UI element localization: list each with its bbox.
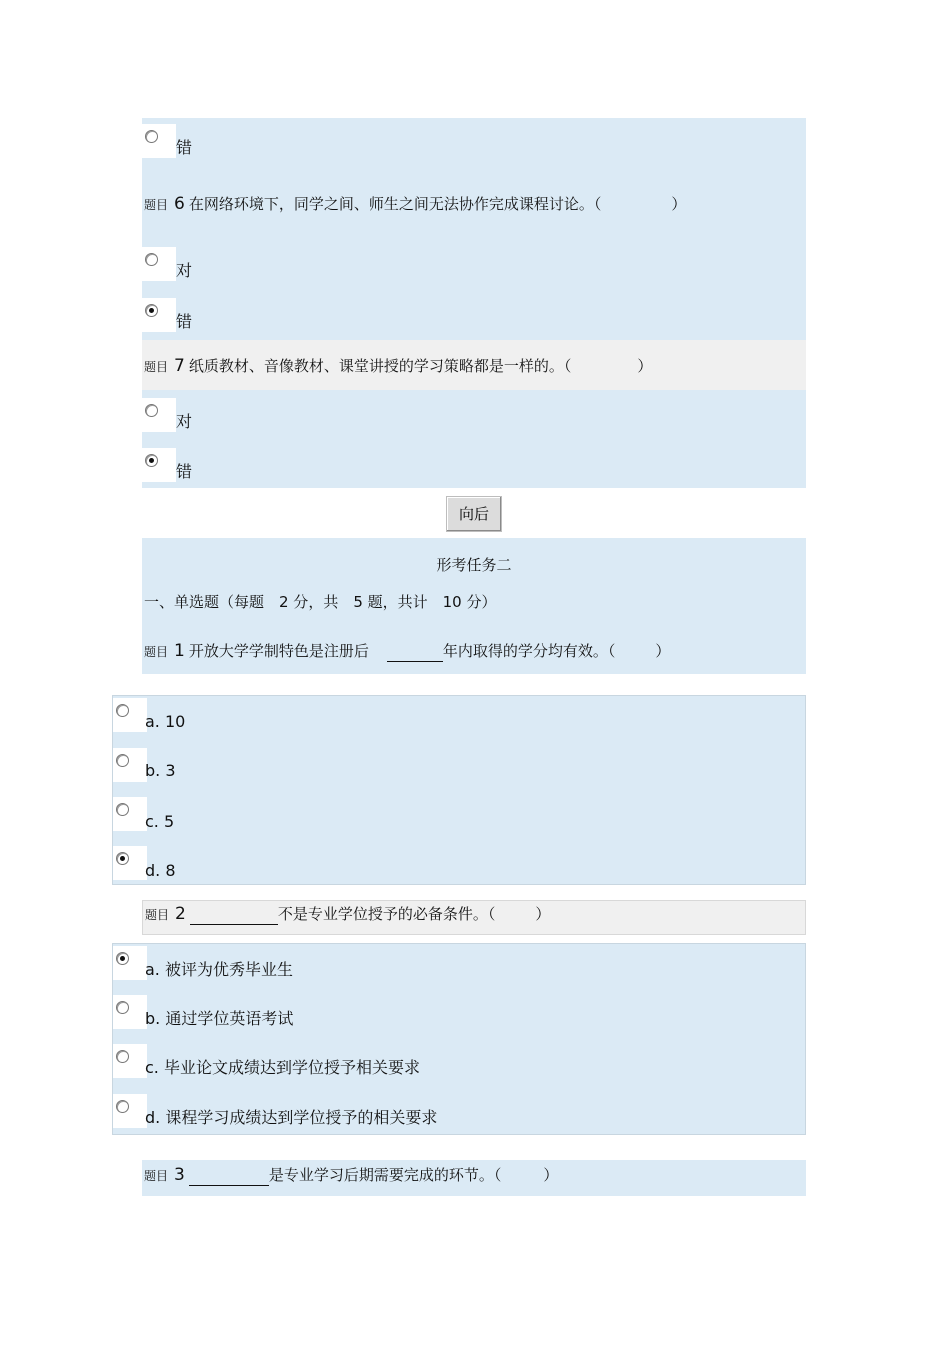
radio-s1-d[interactable] [113, 846, 147, 880]
question-s2-options [112, 943, 806, 1135]
question-block-6 [142, 118, 806, 340]
option-label-s1-d: d. 8 [145, 861, 176, 880]
radio-s2-d[interactable] [113, 1094, 147, 1128]
radio-q7-right[interactable] [142, 398, 176, 432]
question-number: 3 [174, 1165, 185, 1185]
question-tag: 题目 [144, 645, 169, 659]
task2-header [142, 538, 806, 674]
question-close: ） [535, 905, 551, 923]
task2-title: 形考任务二 [436, 556, 512, 574]
radio-checked-icon [116, 852, 129, 865]
question-7-header [142, 340, 806, 390]
question-tag: 题目 [144, 198, 169, 212]
radio-s2-a[interactable] [113, 946, 147, 980]
question-body: 开放大学学制特色是注册后 [188, 642, 369, 660]
answer-blank [189, 1171, 269, 1186]
option-label-s1-b: b. 3 [145, 761, 176, 780]
answer-blank [190, 910, 278, 925]
question-s3-text [144, 1165, 558, 1186]
task2-section-heading: 一、单选题（每题 2 分，共 5 题，共计 10 分） [144, 593, 497, 611]
question-s2-text [145, 904, 550, 925]
question-body-after: 是专业学习后期需要完成的环节。（ [268, 1166, 502, 1184]
option-label-s1-c: c. 5 [145, 812, 175, 831]
question-body-after: 年内取得的学分均有效。（ [442, 642, 616, 660]
question-close: ） [637, 357, 653, 375]
question-tag: 题目 [144, 360, 169, 374]
question-tag: 题目 [145, 908, 170, 922]
option-label-q7-wrong: 错 [176, 462, 193, 481]
radio-checked-icon [145, 454, 158, 467]
question-close: ） [655, 642, 671, 660]
question-body: 在网络环境下，同学之间、师生之间无法协作完成课程讨论。（ [188, 195, 602, 213]
option-label-q5-wrong: 错 [176, 138, 193, 157]
question-body-after: 不是专业学位授予的必备条件。（ [277, 905, 496, 923]
option-label-s2-d: d. 课程学习成绩达到学位授予的相关要求 [145, 1108, 438, 1127]
radio-s1-a[interactable] [113, 698, 147, 732]
option-label-q7-right: 对 [176, 412, 193, 431]
radio-circle-icon [116, 1100, 129, 1113]
question-body: 纸质教材、音像教材、课堂讲授的学习策略都是一样的。（ [188, 357, 572, 375]
radio-circle-icon [116, 1001, 129, 1014]
radio-circle-icon [116, 754, 129, 767]
radio-s1-b[interactable] [113, 748, 147, 782]
radio-q6-wrong[interactable] [142, 298, 176, 332]
question-number: 2 [175, 904, 186, 924]
radio-circle-icon [116, 803, 129, 816]
radio-circle-icon [116, 1050, 129, 1063]
radio-circle-icon [145, 404, 158, 417]
radio-q5-wrong[interactable] [142, 124, 176, 158]
question-number: 1 [174, 641, 185, 661]
question-s2-header [142, 900, 806, 935]
radio-checked-icon [116, 952, 129, 965]
option-label-q6-right: 对 [176, 261, 193, 280]
option-label-s2-c: c. 毕业论文成绩达到学位授予相关要求 [145, 1058, 420, 1077]
option-label-s1-a: a. 10 [145, 712, 186, 731]
radio-circle-icon [145, 253, 158, 266]
question-number: 7 [174, 356, 185, 376]
radio-q7-wrong[interactable] [142, 448, 176, 482]
radio-s2-c[interactable] [113, 1044, 147, 1078]
question-s1-text [144, 641, 670, 662]
option-label-q6-wrong: 错 [176, 312, 193, 331]
question-7-options [142, 390, 806, 488]
answer-blank [387, 647, 443, 662]
question-number: 6 [174, 194, 185, 214]
option-label-s2-a: a. 被评为优秀毕业生 [145, 960, 293, 979]
option-label-s2-b: b. 通过学位英语考试 [145, 1009, 294, 1028]
radio-s1-c[interactable] [113, 797, 147, 831]
radio-q6-right[interactable] [142, 247, 176, 281]
question-s1-options [112, 695, 806, 885]
question-7-text [144, 356, 652, 377]
radio-circle-icon [145, 130, 158, 143]
question-tag: 题目 [144, 1169, 169, 1183]
question-close: ） [671, 195, 687, 213]
question-s3-header [142, 1160, 806, 1196]
question-6-text [144, 194, 686, 215]
question-close: ） [543, 1166, 559, 1184]
next-button[interactable]: 向后 [446, 496, 502, 532]
radio-s2-b[interactable] [113, 995, 147, 1029]
radio-checked-icon [145, 304, 158, 317]
radio-circle-icon [116, 704, 129, 717]
